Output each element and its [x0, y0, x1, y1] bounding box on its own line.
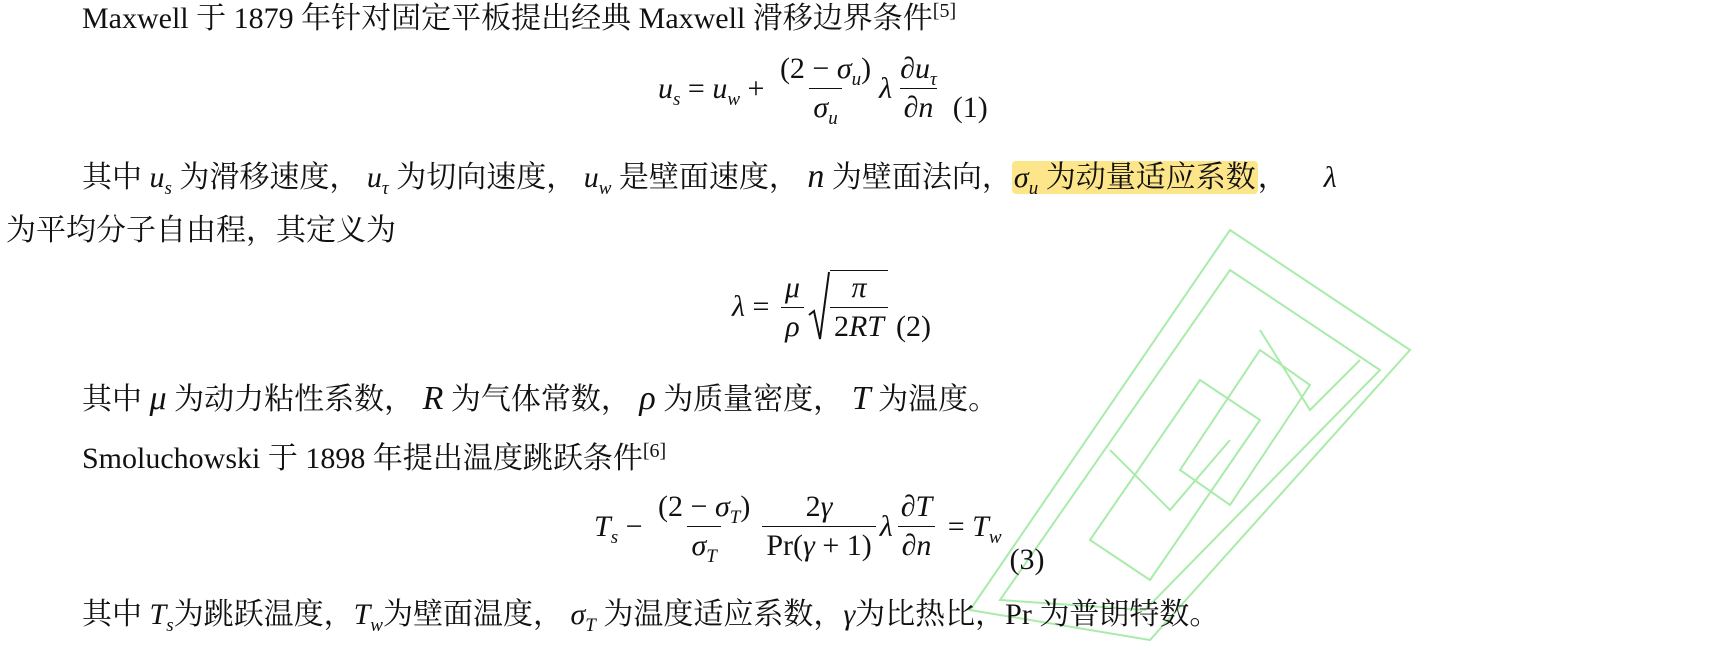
citation-6[interactable]: [6] — [642, 440, 667, 462]
eq3-description: 其中 $T_s$为跳跃温度，$T_w$为壁面温度， $\sigma_T$ 为温度适应系数，γ为比热比，Pr 为普朗特数。 — [82, 598, 1220, 636]
equation-1-number: (1) — [952, 91, 988, 124]
intro-smoluchowski — [82, 440, 666, 478]
eq2-description: 其中 μ 为动力粘性系数， R 为气体常数， ρ 为质量密度， T 为温度。 — [82, 380, 999, 417]
equation-2: λ = $\frac{\mu}{\rho}$ $\frac{\pi}{2RT}$ (2) — [732, 270, 931, 343]
highlighted-text[interactable]: $\sigma_u$ 为动量适应系数 — [1013, 161, 1256, 199]
equation-2-number: (2) — [896, 310, 931, 343]
eq1-description: 其中 $u_s$ 为滑移速度， $u_\tau$ 为切向速度， $u_w$ 是壁面速度， n 为壁面法向，$\sigma_u$ 为动量适应系数， λ — [82, 158, 1337, 199]
intro-maxwell-text: Maxwell 于 1879 年针对固定平板提出经典 Maxwell 滑移边界条件 — [82, 2, 933, 35]
intro-smoluchowski-text: Smoluchowski 于 1898 年提出温度跳跃条件 — [82, 442, 643, 475]
equation-1: $u_s$ = $u_w$ + $\frac{(2 - \sigma_u)}{\sigma_u}$ λ $\frac{\partial u_\tau}{\partial n}$ (1) — [658, 52, 988, 129]
eq1-description-line2: 为平均分子自由程，其定义为 — [6, 214, 396, 247]
equation-3: $T_s$ − $\frac{(2 - \sigma_T)}{\sigma_T}$ $\frac{2\gamma}{Pr(\gamma + 1)}$ λ $\frac{\partial T}{\partial n}$ = $T_w$ (3) — [594, 490, 1045, 576]
watermark-logo — [930, 210, 1450, 650]
citation-5[interactable]: [5] — [932, 0, 957, 22]
sqrt-icon — [808, 271, 830, 343]
equation-3-number: (3) — [1009, 543, 1045, 576]
intro-maxwell — [82, 0, 956, 38]
